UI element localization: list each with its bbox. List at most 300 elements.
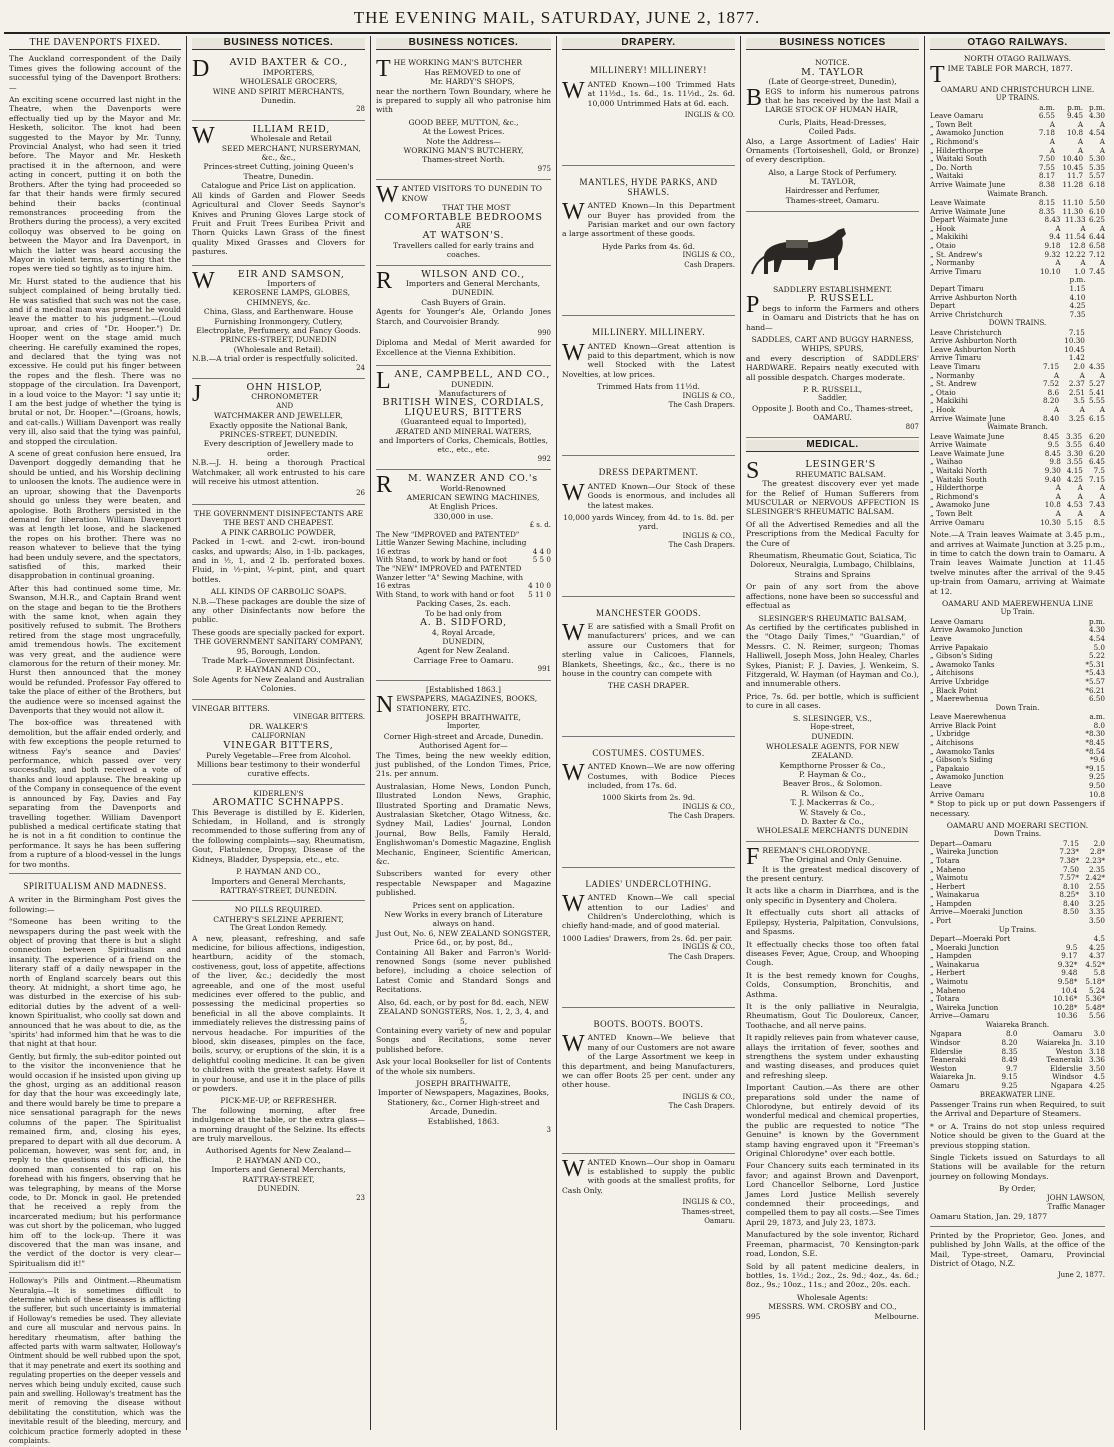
time-cell: A [1099, 223, 1105, 233]
station-cell: Teaneraki [930, 1055, 967, 1065]
timetable-row [930, 415, 1105, 424]
ad-line: Melbourne. [874, 1311, 919, 1321]
time-cell: A [1099, 145, 1105, 155]
ad-signature: INGLIS & CO., [682, 1198, 735, 1207]
ad-mantles [562, 166, 735, 316]
station-cell: „ Makikihi [930, 232, 968, 242]
time-cell: A [1079, 370, 1085, 380]
station-cell: „ Herbert [930, 968, 966, 978]
time-cell: 10.40 [1062, 154, 1084, 164]
time-cell: 7.57* [1059, 873, 1079, 883]
column-news [4, 36, 187, 1446]
ad-line: 4, Royal Arcade, [431, 627, 496, 637]
time-cell: 5.24 [1088, 985, 1105, 995]
ad-body: N.B.—These packages are double the size of any other Disinfectants now before the public. [192, 596, 365, 625]
time-cell: 6.45 [1088, 457, 1105, 467]
ad-body: The greatest discovery ever yet made for the Relief of Human Sufferers from MUSCULAR or NERVOUS AFFECTION IS SLESINGER'S RHEUMATIC BALSAM. [746, 479, 919, 517]
whitespace [562, 551, 735, 591]
timetable-note: * Stop to pick up or put down Passengers if necessary. [930, 799, 1105, 818]
station-cell: „ Awamoko June [930, 500, 990, 510]
time-cell: 2.0 [1073, 362, 1085, 372]
column-business-notices [187, 36, 371, 1430]
time-cell: 4.54 [1088, 634, 1105, 643]
ad-body: Diploma and Medal of Merit awarded for Excellence at the Vienna Exhibition. [376, 338, 551, 357]
whitespace [562, 1112, 735, 1148]
time-cell: 9.8 [1049, 457, 1061, 467]
time-cell: 7.55 [1038, 162, 1055, 172]
time-cell: *5.31 [1085, 659, 1105, 669]
time-cell: 5.27 [1088, 379, 1105, 389]
ad-name: WILSON AND CO., [421, 268, 525, 280]
station-cell: Arrive Waimate June [930, 206, 1006, 216]
ad-number: 990 [537, 328, 551, 337]
station-cell: „ Gibson's Siding [930, 651, 993, 661]
branch-heading: Waiareka Branch. [985, 1021, 1050, 1029]
ad-heading: MILLINERY. MILLINERY. [592, 327, 705, 338]
time-cell: 10.10 [1039, 266, 1061, 276]
station-cell: „ Awamoko Tanks [930, 659, 995, 669]
column-drapery [557, 36, 741, 1430]
ad-line: Wholesale Agents: [796, 1292, 869, 1302]
article-paragraph: The Auckland correspondent of the Daily Times gives the following account of the successful tying of the Davenport Brothers:— [9, 54, 181, 92]
time-cell: 3.10 [1088, 1038, 1105, 1047]
station-cell: „ Waireka Junction [930, 1002, 999, 1012]
time-cell [1085, 346, 1105, 355]
ad-signature: INGLIS & CO., [682, 391, 735, 400]
ad-body: Of all the Advertised Remedies and all the Prescriptions from the Medical Faculty for the Cure of [746, 519, 919, 548]
station-cell: „ Town Belt [930, 508, 973, 518]
drop-cap: W [562, 1155, 585, 1182]
station-cell: Leave Ashburton North [930, 344, 1016, 354]
station-cell: „ Waimotu [930, 873, 969, 883]
station-cell: Windsor [930, 1038, 961, 1047]
time-cell: 5.18* [1085, 977, 1105, 987]
ad-body: This Beverage is distilled by E. Kiderlen, Schiedam, in Holland, and is strongly recommended to those suffering from any of the following complaints—say, Rheumatism, Gout, Flatulence, Dropsy, Disease of the Kidneys, Bladder, Dyspepsia, etc., etc. [192, 807, 365, 864]
station-cell: Leave Waimate June [930, 431, 1005, 441]
station-cell: „ Awamoko Tanks [930, 746, 995, 756]
time-cell: 5.22 [1088, 651, 1105, 661]
section-heading-medical: MEDICAL. [746, 440, 919, 452]
station-cell: Leave Oamaru [930, 111, 984, 121]
ad-body: Agents for Younger's Ale, Orlando Jones Starch, and Courvoisier Brandy. [376, 307, 551, 326]
ad-body: near the northern Town Boundary, where he is prepared to supply all who patronise him with [376, 86, 551, 115]
station-cell: „ Hampden [930, 951, 972, 961]
time-cell: 2.35 [1088, 864, 1105, 874]
time-cell [1039, 329, 1059, 338]
price-item: With Stand, to work by hand or foot [376, 555, 507, 565]
time-cell: 7.43 [1088, 500, 1105, 510]
ad-line: DUNEDIN. [811, 732, 854, 742]
time-cell: 6.18 [1088, 179, 1105, 189]
time-cell: 9.45 [1067, 111, 1084, 121]
station-cell: Arrive Ashburton North [930, 336, 1017, 346]
ad-line: AT WATSON'S. [422, 230, 505, 242]
station-cell: Arrive Timaru [930, 266, 982, 276]
section-heading: BUSINESS NOTICES. [376, 38, 551, 50]
ad-line: WATCHMAKER AND JEWELLER, [214, 411, 343, 421]
time-cell: 7.35 [1069, 309, 1086, 319]
ad-line: ARE [455, 221, 472, 230]
ad-line: VINEGAR BITTERS. [293, 713, 365, 721]
whitespace [562, 120, 735, 160]
drop-cap: W [192, 122, 215, 149]
station-cell: „ Hook [930, 405, 956, 415]
ad-signature: The Cash Drapers. [668, 1102, 735, 1111]
ad-body: Four Chancery suits each terminated in its favor; and against Brown and Davenport, Lord Chancellor Selborne, Lord Justice James Lord Justice Mellish severely condemned their proceedings, and compelled them to pay all costs.—See Times April 29, 1873, and July 23, 1873. [746, 1161, 919, 1227]
time-cell: *9.6 [1089, 755, 1105, 765]
price-value: 4 10 0 [528, 581, 551, 591]
time-cell: 10.4 [1061, 985, 1078, 995]
ad-line: Authorised Agents for New Zealand— [205, 1146, 352, 1156]
ad-signature: Thames-street, [681, 1207, 735, 1216]
ad-line: The Great London Remedy. [230, 924, 327, 933]
ad-heading: MANTLES, HYDE PARKS, AND SHAWLS. [579, 177, 718, 197]
station-cell: Weston [930, 1063, 957, 1073]
ad-line: Purely Vegetable—Free from Alcohol. [206, 750, 351, 760]
station-cell: „ Aitchisons [930, 668, 974, 678]
station-cell: „ St. Andrew [930, 379, 977, 389]
line-heading: OAMARU AND CHRISTCHURCH LINE. [940, 84, 1095, 94]
time-cell: 4.25 [1088, 942, 1105, 952]
drop-cap: W [192, 267, 215, 294]
ad-body: It is the only palliative in Neuralgia, Rheumatism, Gout Tic Douloreux, Cancer, Toothache, and all nerve pains. [746, 1001, 919, 1030]
time-cell: 5.50 [1088, 197, 1105, 207]
timetable-row [930, 908, 1105, 917]
time-cell: 11.54 [1064, 232, 1086, 242]
time-cell: 5.35 [1088, 162, 1105, 172]
ad-line: NO PILLS REQUIRED. [234, 905, 323, 915]
time-cell [1053, 917, 1079, 926]
time-cell: A [1077, 137, 1084, 146]
ad-footer [746, 1312, 919, 1321]
ad-body: ANTED Known—Our Stock of these Goods is enormous, and includes all the latest makes. [587, 481, 735, 510]
ad-line: Also, 6d. each, or by post for 8d. each, NEW ZEALAND SONGSTERS, Nos. 1, 2, 3, 4, and 5, [378, 997, 549, 1026]
ad-line: [Established 1863.] [426, 684, 501, 694]
station-cell: „ Do. North [930, 162, 973, 172]
horse-illustration [746, 222, 866, 277]
timetable-row [930, 1012, 1105, 1021]
time-cell: 8.45 [1043, 431, 1060, 441]
time-cell [1086, 285, 1105, 294]
time-cell: Teaneraki [1046, 1055, 1083, 1065]
ad-line: AMERICAN SEWING MACHINES, [406, 493, 540, 503]
ad-boots [562, 1008, 735, 1154]
ad-weir-samson [192, 266, 365, 379]
station-cell: „ Papakaio [930, 763, 969, 773]
ad-body: E are satisfied with a Small Profit on manufacturers' prices, and we can assure our Customers that for sterling value in Calicoes, Flannels, Blankets, Sheetings, &c., &c., there is no house in the country can compete with [562, 622, 735, 679]
ad-vinegar-bitters [192, 700, 365, 785]
time-cell: 8.49 [1001, 1055, 1018, 1065]
ad-line: P. HAYMAN AND CO., [236, 1155, 321, 1165]
time-cell: 8.50 [1062, 907, 1079, 917]
time-cell: 4.15 [1066, 466, 1083, 475]
ad-body: ANTED Known—Our shop in Oamaru is established to supply the public with goods at the smallest profits, for Cash Only. [562, 1157, 735, 1195]
time-cell: 11.30 [1062, 206, 1084, 216]
station-cell: Leave Timaru [930, 362, 981, 372]
time-cell [1085, 329, 1105, 338]
drop-cap: L [376, 368, 391, 395]
ad-body: Australasian, Home News, London Punch, Illustrated London News, Graphic, Illustrated Sporting and Dramatic News, Australasian Sketcher, Otago Witness, &c. Sydney Mail, Ladies' Journal, London Journal, Bow Bells, Family Herald, Englishwoman's Domestic Magazine, English Mechanic, Engineer, Scientific American, &c. [376, 781, 551, 866]
time-cell: Waiareka Jn. [1036, 1038, 1083, 1047]
ad-heading: DRESS DEPARTMENT. [598, 467, 699, 478]
ad-heading: COSTUMES. COSTUMES. [592, 747, 705, 758]
ad-signature: Oamaru. [704, 1217, 735, 1226]
time-cell: 4.30 [1088, 625, 1105, 635]
time-cell: 8.40 [1062, 898, 1079, 908]
station-cell: „ Gibson's Siding [930, 755, 993, 765]
price-header: £ s. d. [529, 521, 551, 530]
ad-line: 1000 Skirts from 2s. 9d. [601, 793, 696, 803]
ad-signature: The Cash Drapers. [668, 400, 735, 409]
price-value: 5 5 0 [532, 555, 551, 565]
time-cell: 8.35 [1001, 1046, 1018, 1056]
article-paragraph: The box-office was threatened with demolition, but the affair ended orderly, and with few exceptions the people returned to witness Fay's seance and Davies' performance, which passed over very successfully, and both received a vote of thanks and loud applause. The breaking up of the Company in consequence of the event is announced by Fay, Davies and Fay separating from the Davenports and travelling together. William Davenport published a medical certificate stating that he is not in a fit condition to continue the performance. It says he has been suffering from a rupture of a blood-vessel in the lungs for two months. [9, 718, 181, 869]
time-cell: 12.8 [1069, 240, 1086, 250]
timetable-down [930, 329, 1105, 424]
time-cell: 4.52* [1085, 959, 1105, 969]
agents-list [746, 761, 919, 827]
time-cell: A [1079, 405, 1085, 415]
station-cell: Leave Waimate June [930, 448, 1005, 458]
price-row [376, 565, 551, 591]
ad-m-taylor [746, 54, 919, 211]
ad-heading: SADDLERY ESTABLISHMENT. [772, 284, 892, 294]
time-cell: 6.55 [1038, 111, 1055, 121]
ad-line: Hope-street, [810, 722, 855, 731]
time-cell: 7.38* [1059, 855, 1079, 865]
drop-cap: W [562, 891, 585, 918]
ad-line: Catalogue and Price List on application. [201, 181, 356, 191]
ad-body: EGS to inform his numerous patrons that he has received by the last Mail a LARGE STOCK OF HUMAN HAIR, [765, 86, 919, 115]
ad-line: DUNEDIN. [451, 379, 494, 389]
time-cell: *6.21 [1085, 685, 1105, 695]
ad-name: ANTED VISITORS TO DUNEDIN TO KNOW [401, 184, 543, 203]
ad-line: Established, 1863. [427, 1116, 500, 1126]
time-cell: 7.15 [1043, 362, 1060, 372]
ad-signature: INGLIS & CO., [682, 531, 735, 540]
time-cell: 7.52 [1043, 379, 1060, 389]
time-cell: A [1099, 405, 1105, 415]
ad-name: REEMAN'S CHLORODYNE. [762, 845, 871, 855]
ad-line: N.B.—A trial order is respectfully solicited. [192, 354, 358, 364]
ad-line: World-Renowned [440, 483, 506, 493]
ad-signature: The Cash Drapers. [668, 952, 735, 961]
time-cell: 10.36 [1056, 1011, 1078, 1021]
timetable-down-2 [930, 450, 1105, 527]
signature-line: By Order, [999, 1184, 1036, 1194]
whitespace [562, 962, 735, 1002]
ad-underclothing [562, 868, 735, 1008]
time-cell: 6.10 [1088, 206, 1105, 216]
ad-line: Corner High-street and Arcade, Dunedin. [383, 731, 544, 741]
time-cell: p.m. [1089, 616, 1105, 626]
ad-line: Importer, [446, 722, 481, 731]
ad-line: DUNEDIN. [257, 1184, 300, 1194]
station-cell: Depart—Oamaru [930, 838, 992, 848]
ad-line: Coiled Pads. [808, 127, 857, 137]
time-cell: A [1049, 145, 1055, 155]
time-cell: A [1053, 370, 1060, 380]
time-cell [1039, 346, 1059, 355]
time-cell: 8.20 [1001, 1038, 1018, 1047]
agent-name: W. Stavely & Co., [799, 807, 866, 817]
time-cell: 3.5 [1073, 396, 1085, 406]
station-cell: „ Maheno [930, 985, 966, 995]
drop-cap: W [562, 199, 585, 226]
ad-disinfectants [192, 505, 365, 700]
time-cell: 7.12 [1088, 249, 1105, 259]
ad-line: Sole Agents for New Zealand and Australian Colonies. [192, 674, 365, 694]
price-item: The New "IMPROVED and PATENTED" Little Wanzer Sewing Machine, including 16 extras [376, 529, 527, 556]
ad-dress [562, 456, 735, 596]
station-cell: Leave Waimate [930, 197, 986, 207]
drop-cap: D [192, 56, 210, 83]
ad-name: HE WORKING MAN'S BUTCHER [393, 58, 523, 68]
ad-costumes [562, 737, 735, 868]
time-cell: 9.32 [1044, 249, 1061, 259]
time-cell: 6.20 [1088, 448, 1105, 458]
ad-millinery [562, 54, 735, 166]
time-cell: 3.35 [1066, 431, 1083, 441]
time-cell [1036, 276, 1061, 285]
time-cell: 2.55 [1088, 881, 1105, 891]
ad-line: KEROSENE LAMPS, GLOBES, CHIMNEYS, &c. [232, 288, 351, 307]
ad-body: Manufactured by the sole inventor, Richard Freeman, pharmacist, 70 Kensington-park road, London, S.E. [746, 1230, 919, 1259]
time-cell [1036, 302, 1061, 311]
station-cell: „ Black Point [930, 685, 978, 695]
drop-cap: W [562, 339, 585, 366]
price-item: With Stand, to work with hand or foot [376, 589, 515, 599]
time-cell: 8.40 [1043, 413, 1060, 423]
station-cell: Leave Oamaru [930, 616, 984, 626]
time-cell: 9.25 [1088, 772, 1105, 782]
station-cell: „ Awamoko Junction [930, 128, 1004, 138]
time-cell: 9.48 [1061, 968, 1078, 978]
imprint-date: June 2, 1877. [1057, 1271, 1105, 1280]
drop-cap: S [746, 458, 760, 485]
ad-body: ANTED Known—In this Department our Buyer has provided from the Parisian market and our own factory a large assortment of these goods. [562, 201, 735, 239]
time-cell: 11.28 [1062, 179, 1084, 189]
time-cell: 4.25 [1066, 474, 1083, 484]
station-cell: „ Wainakarua [930, 959, 980, 969]
ad-number: 3 [546, 1125, 551, 1134]
time-cell: Weston [1055, 1046, 1083, 1056]
ad-line: A. B. SIDFORD, [420, 617, 507, 629]
ad-line: ÆRATED AND MINERAL WATERS, [395, 426, 532, 436]
ad-david-baxter [192, 54, 365, 120]
time-cell: A [1080, 258, 1086, 268]
ad-line: At English Prices. [429, 502, 498, 512]
section-heading: BUSINESS NOTICES [746, 38, 919, 50]
ad-body: All kinds of Garden and Flower Seeds Agricultural and Clover Seeds Saynor's Knives and Pruning Gloves Large stock of Fruit and Fruit Trees Euribea Privit and Thorn Quicks Lawn Grass of the finest quality Mixed Grasses and Clovers for pastures. [192, 190, 365, 257]
time-cell: 8.0 [1006, 1029, 1018, 1039]
station-cell: „ Hilderthorpe [930, 483, 984, 493]
station-cell: Depart [930, 301, 956, 311]
ad-line: 10,000 yards Wincey, from 4d. to 1s. 8d. per yard. [563, 512, 734, 532]
article-paragraph: After this had continued some time, Mr. Swanson, M.H.R., and Captain Brand went on the stage and began to tie the Brothers with the same knot, when again they positively refused to submit. The Brothers retired from the stage most ungracefully, amid tremendous howls. The excitement was very great, and the audience were clamorous for the return of their money. Mr. Hurst then announced that the money would be refunded. Professor Fay offered to take the place of either of the Brothers, but the audience were so incensed against the Davenports that they would not allow it. [9, 583, 181, 716]
ad-william-reid [192, 121, 365, 266]
page-columns [4, 36, 1110, 1446]
time-cell: 6.58 [1088, 240, 1105, 250]
time-cell: p.m. [1067, 102, 1084, 112]
ad-signature: The Cash Drapers. [668, 812, 735, 821]
station-cell: Leave [930, 780, 952, 790]
ad-slesinger [746, 456, 919, 841]
time-cell: A [1055, 483, 1061, 493]
station-cell: „ Town Belt [930, 119, 973, 129]
ad-line: 95, Borough, London. [236, 646, 321, 656]
ad-line: CALIFORNIAN [251, 731, 306, 740]
ad-body: Or pain of any sort from the above affections, none have been so successful and effectual as [746, 582, 919, 611]
station-cell: Arrive Waimate [930, 440, 987, 450]
signature-date: Oamaru Station, Jan. 29, 1877 [930, 1212, 1048, 1222]
drop-cap: W [562, 479, 585, 506]
time-cell: p.m. [1069, 275, 1086, 285]
ad-number: 23 [356, 1193, 365, 1202]
time-cell: A [1099, 119, 1105, 129]
price-value: 5 11 0 [528, 589, 551, 599]
time-cell: Ngapara [1050, 1080, 1083, 1090]
time-cell: 7.5 [1093, 466, 1105, 475]
timetable-row [930, 519, 1105, 528]
line-heading: OAMARU AND MAEREWHENUA LINE [941, 599, 1094, 608]
ad-body: Containing All Baker and Farron's World-renowned Songs (some never published before), including a choice selection of Latest Comic and Standard Songs and Recitations. [376, 947, 551, 995]
ad-line: CHRONOMETER [251, 392, 319, 402]
ad-line: P. HAYMAN AND CO., [236, 665, 321, 675]
station-cell: „ Richmond's [930, 137, 979, 146]
timetable-note: * or A. Trains do not stop unless required Notice should be given to the Guard at the previous stopping station. [930, 1121, 1105, 1150]
ad-line: Importers and General Merchants, RATTRAY-STREET, DUNEDIN. [211, 876, 346, 895]
station-cell: „ St. Andrew's [930, 249, 983, 259]
direction-heading: Up Train. [1000, 608, 1035, 617]
column-notices-medical [741, 36, 925, 1430]
ad-body: It effectually cuts short all attacks of Epilepsy, Hysteria, Palpitation, Convulsions, and Spasms. [746, 908, 919, 937]
ad-body: Rheumatism, Rheumatic Gout, Sciatica, Tic Doloreux, Neuralgia, Lumbago, Chilblains, Strains and Sprains [748, 551, 917, 579]
ad-line: Millions bear testimony to their wonderful curative effects. [196, 760, 361, 779]
section-heading: DRAPERY. [562, 38, 735, 50]
ad-line: PICK-ME-UP, or REFRESHER. [220, 1096, 337, 1106]
drop-cap: P [746, 292, 760, 319]
ad-heading: LADIES' UNDERCLOTHING. [585, 878, 712, 889]
ad-braithwaite [376, 681, 551, 1141]
time-cell: A [1077, 119, 1084, 129]
time-cell: 1.0 [1074, 266, 1086, 276]
ad-lane-campbell [376, 366, 551, 470]
column-railways [925, 36, 1110, 1430]
time-cell: 8.25* [1059, 890, 1079, 900]
time-cell: A [1055, 223, 1061, 233]
time-cell: 10.45 [1062, 162, 1084, 172]
time-cell: 6.15 [1088, 413, 1105, 423]
drop-cap: T [376, 56, 391, 83]
drop-cap: W [376, 182, 399, 209]
line-heading: BREAKWATER LINE. [979, 1090, 1056, 1099]
time-cell: 9.32* [1057, 959, 1078, 969]
station-cell: Arrive Waimate June [930, 179, 1006, 189]
ad-line: Authorised Agent for— [419, 741, 508, 751]
time-cell: 8.43 [1044, 215, 1061, 225]
ad-line: Importers and General Merchants, [211, 1165, 346, 1175]
time-cell: *9.15 [1085, 763, 1105, 773]
time-cell [1086, 302, 1105, 311]
time-cell: 8.10 [1062, 881, 1079, 891]
agent-name: D. Baxter & Co., [801, 817, 864, 827]
ad-body: It is the best remedy known for Coughs, Colds, Consumption, Bronchitis, and Asthma. [746, 970, 919, 999]
ad-line: Saddler, [817, 394, 848, 403]
ad-signature: INGLIS & CO., [682, 1092, 735, 1101]
time-cell: 8.20 [1043, 396, 1060, 406]
ad-line: M. TAYLOR, [809, 177, 856, 187]
